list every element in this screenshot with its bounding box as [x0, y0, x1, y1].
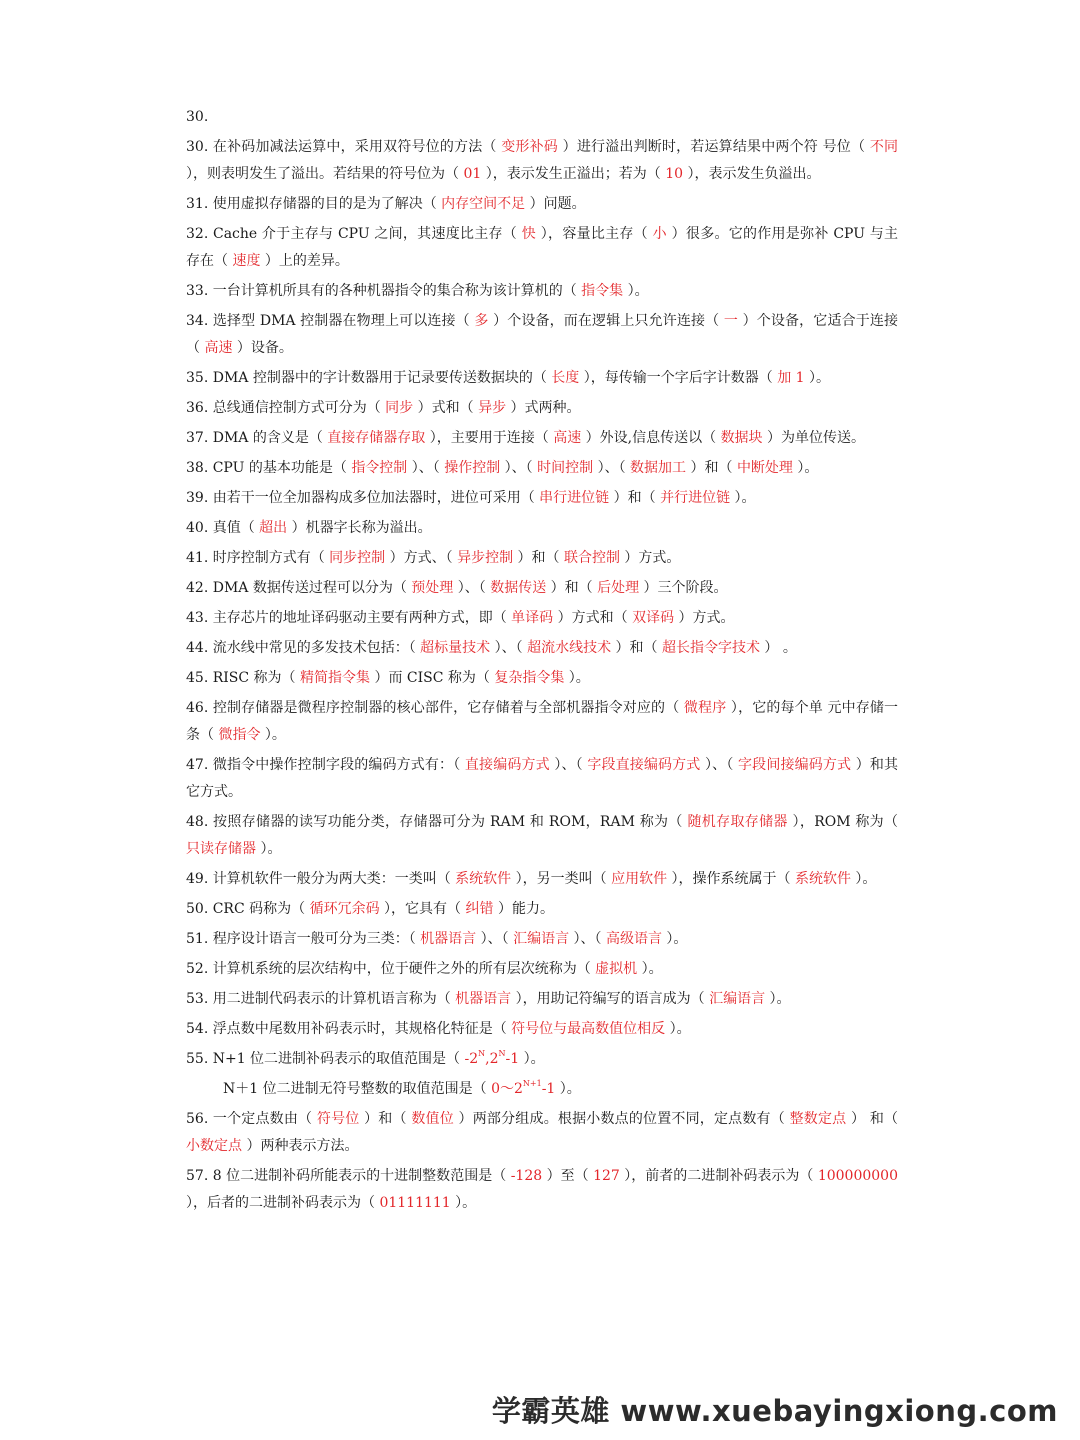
question-text: 37. DMA 的含义是（ [186, 430, 328, 446]
question-text: ），操作系统属于（ [667, 871, 795, 887]
answer-text: 小数定点 [186, 1138, 242, 1154]
question-text: ）至（ [542, 1168, 594, 1184]
question-q56 [186, 1106, 898, 1160]
question-text: ） 和（ [846, 1111, 899, 1127]
answer-text: 内存空间不足 [441, 196, 526, 212]
question-text: 44. 流水线中常见的多发技术包括：（ [186, 640, 421, 656]
question-text: ），前者的二进制补码表示为（ [619, 1168, 818, 1184]
answer-text: 联合控制 [563, 550, 620, 566]
answer-text: 高级语言 [605, 931, 662, 947]
question-text: ），用助记符编写的语言成为（ [511, 991, 710, 1007]
answer-text: 快 [521, 226, 537, 242]
question-text: ）。 [792, 460, 819, 476]
question-q35 [186, 365, 898, 392]
question-text: 31. 使用虚拟存储器的目的是为了解决（ [186, 196, 442, 212]
answer-text: N [498, 1049, 506, 1059]
question-text: ）。 [564, 670, 590, 686]
answer-text: 小 [652, 226, 667, 242]
answer-text: 速度 [232, 253, 261, 269]
answer-text: 指令控制 [351, 460, 408, 476]
question-text: ） 。 [759, 640, 797, 656]
question-text: 54. 浮点数中尾数用补码表示时，其规格化特征是（ [186, 1021, 512, 1037]
answer-text: 微程序 [683, 700, 727, 716]
question-text: ）式两种。 [506, 400, 581, 416]
question-q34 [186, 308, 898, 362]
answer-text: 加 1 [777, 370, 805, 386]
question-text: ）。 [804, 370, 831, 386]
answer-text: 变形补码 [501, 139, 558, 155]
question-text: ）、（ [700, 757, 739, 773]
question-q54 [186, 1016, 898, 1043]
question-text: ）方式、（ [385, 550, 458, 566]
question-q55b [186, 1076, 898, 1103]
question-text: ）。 [765, 991, 791, 1007]
question-text: 32. Cache 介于主存与 CPU 之间，其速度比主存（ [186, 226, 522, 242]
question-text: ）机器字长称为溢出。 [287, 520, 432, 536]
question-text: ），表示发生正溢出；若为（ [481, 166, 666, 182]
question-text: ）。 [850, 871, 877, 887]
question-text: 57. 8 位二进制补码所能表示的十进制整数范围是（ [186, 1168, 511, 1184]
question-text: ）、（ [490, 640, 528, 656]
question-text: ），则表明发生了溢出。若结果的符号位为（ [186, 166, 464, 182]
question-q33 [186, 278, 898, 305]
answer-text: 直接编码方式 [464, 757, 550, 773]
question-text: 49. 计算机软件一般分为两大类：一类叫（ [186, 871, 456, 887]
answer-text: 01111111 [379, 1195, 451, 1211]
question-text: ）。 [256, 841, 282, 857]
question-text: ）、（ [500, 460, 538, 476]
question-header [186, 104, 898, 131]
answer-text: 一 [723, 313, 739, 329]
question-text: ）、（ [407, 460, 445, 476]
answer-text: 字段直接编码方式 [587, 757, 701, 773]
question-text: ）、（ [593, 460, 631, 476]
answer-text: 同步控制 [329, 550, 386, 566]
question-text: ）设备。 [232, 340, 293, 356]
question-q50 [186, 896, 898, 923]
answer-text: 精简指令集 [300, 670, 370, 686]
question-text: 41. 时序控制方式有（ [186, 550, 330, 566]
question-text: ）外设,信息传送以（ [581, 430, 721, 446]
question-text: ），表示发生负溢出。 [683, 166, 821, 182]
question-text: ）而 CISC 称为（ [370, 670, 495, 686]
question-text: N＋1 位二进制无符号整数的取值范围是（ [223, 1081, 492, 1097]
question-q30 [186, 134, 898, 188]
question-text: ）、（ [549, 757, 588, 773]
answer-text: 汇编语言 [709, 991, 766, 1007]
question-text: ）和其它方式。 [186, 757, 899, 800]
answer-text: 0～2 [491, 1081, 523, 1097]
answer-text: 双译码 [632, 610, 675, 626]
answer-text: 操作控制 [444, 460, 501, 476]
answer-text: 10 [665, 166, 684, 182]
question-text: ）、（ [569, 931, 606, 947]
answer-text: 数据块 [720, 430, 763, 446]
answer-text: 微指令 [218, 727, 261, 743]
question-text: ）。 [519, 1051, 545, 1067]
answer-text: 机器语言 [420, 931, 477, 947]
question-text: ）个设备，而在逻辑上只允许连接（ [488, 313, 724, 329]
answer-text: 超出 [259, 520, 288, 536]
question-q37 [186, 425, 898, 452]
answer-text: 同步 [385, 400, 414, 416]
question-text: ）进行溢出判断时，若运算结果中两个符 号位（ [558, 139, 870, 155]
answer-text: 机器语言 [455, 991, 512, 1007]
answer-text: 01 [463, 166, 482, 182]
question-text: ）两部分组成。根据小数点的位置不同，定点数有（ [453, 1111, 790, 1127]
question-q36 [186, 395, 898, 422]
question-text: ），每传输一个字后字计数器（ [579, 370, 778, 386]
answer-text: 单译码 [511, 610, 554, 626]
question-text: ）两种表示方法。 [242, 1138, 359, 1154]
answer-text: 异步控制 [457, 550, 514, 566]
question-text: ）。 [555, 1081, 581, 1097]
answer-text: 符号位 [316, 1111, 360, 1127]
question-text: ），它具有（ [379, 901, 466, 917]
answer-text: -128 [510, 1168, 543, 1184]
question-text: ）方式和（ [553, 610, 633, 626]
question-text: 47. 微指令中操作控制字段的编码方式有：（ [186, 757, 465, 773]
question-text: 55. N+1 位二进制补码表示的取值范围是（ [186, 1051, 465, 1067]
question-q31 [186, 191, 898, 218]
question-text: ），ROM 称为（ [787, 814, 898, 830]
question-text: ）方式。 [619, 550, 681, 566]
question-text: 39. 由若干一位全加器构成多位加法器时，进位可采用（ [186, 490, 540, 506]
answer-text: 纠错 [465, 901, 494, 917]
question-text: ）和（ [546, 580, 598, 596]
answer-text: 汇编语言 [513, 931, 570, 947]
question-text: 51. 程序设计语言一般可分为三类：（ [186, 931, 421, 947]
answer-text: 后处理 [597, 580, 640, 596]
question-q55 [186, 1046, 898, 1073]
question-q48 [186, 809, 898, 863]
question-text: ），容量比主存（ [536, 226, 653, 242]
question-text: 45. RISC 称为（ [186, 670, 300, 686]
answer-text: 100000000 [817, 1168, 898, 1184]
answer-text: 预处理 [411, 580, 454, 596]
answer-text: 异步 [478, 400, 507, 416]
answer-text: 随机存取存储器 [687, 814, 788, 830]
question-q38 [186, 455, 898, 482]
question-text: ）能力。 [493, 901, 554, 917]
question-text: ），后者的二进制补码表示为（ [186, 1195, 380, 1211]
answer-text: 时间控制 [537, 460, 594, 476]
question-text: ）、（ [476, 931, 514, 947]
question-text: 52. 计算机系统的层次结构中，位于硬件之外的所有层次统称为（ [186, 961, 596, 977]
question-q41 [186, 545, 898, 572]
question-text: 35. DMA 控制器中的字计数器用于记录要传送数据块的（ [186, 370, 552, 386]
question-q43 [186, 605, 898, 632]
question-text: ）个设备，它适合于连接（ [186, 313, 898, 356]
answer-text: 直接存储器存取 [327, 430, 426, 446]
answer-text: 多 [474, 313, 489, 329]
question-text: ）和（ [609, 490, 661, 506]
answer-text: 超流水线技术 [527, 640, 612, 656]
question-text: 36. 总线通信控制方式可分为（ [186, 400, 386, 416]
answer-text: 高速 [553, 430, 582, 446]
question-q49 [186, 866, 898, 893]
question-q46 [186, 695, 898, 749]
question-q32 [186, 221, 898, 275]
answer-text: 符号位与最高数值位相反 [511, 1021, 666, 1037]
question-text: ）三个阶段。 [639, 580, 728, 596]
question-text: 43. 主存芯片的地址译码驱动主要有两种方式，即（ [186, 610, 512, 626]
question-text: ）。 [450, 1195, 477, 1211]
question-q53 [186, 986, 898, 1013]
answer-text: 中断处理 [736, 460, 793, 476]
question-text: 48. 按照存储器的读写功能分类，存储器可分为 RAM 和 ROM，RAM 称为（ [186, 814, 688, 830]
answer-text: ,2 [485, 1051, 499, 1067]
question-text: 30. 在补码加减法运算中，采用双符号位的方法（ [186, 139, 502, 155]
question-text: ）。 [661, 931, 688, 947]
answer-text: 127 [593, 1168, 620, 1184]
question-text: 33. 一台计算机所具有的各种机器指令的集合称为该计算机的（ [186, 283, 582, 299]
question-text: 50. CRC 码称为（ [186, 901, 310, 917]
question-text: ）为单位传送。 [762, 430, 866, 446]
answer-text: 长度 [551, 370, 580, 386]
answer-text: -1 [541, 1081, 556, 1097]
question-text: ），另一类叫（ [511, 871, 612, 887]
answer-text: N [478, 1049, 486, 1059]
question-q40 [186, 515, 898, 542]
answer-text: 超标量技术 [420, 640, 491, 656]
question-q39 [186, 485, 898, 512]
question-text: 46. 控制存储器是微程序控制器的核心部件，它存储着与全部机器指令对应的（ [186, 700, 684, 716]
question-text: 38. CPU 的基本功能是（ [186, 460, 352, 476]
answer-text: 系统软件 [794, 871, 851, 887]
answer-text: 串行进位链 [539, 490, 610, 506]
question-text: ）。 [260, 727, 286, 743]
question-text: ）和（ [686, 460, 737, 476]
answer-text: 数值位 [411, 1111, 454, 1127]
question-text: ）上的差异。 [260, 253, 349, 269]
question-text: 30. [186, 109, 209, 125]
answer-text: 应用软件 [611, 871, 668, 887]
question-text: ）。 [665, 1021, 691, 1037]
question-q45 [186, 665, 898, 692]
question-text: ）问题。 [525, 196, 586, 212]
question-text: ）式和（ [413, 400, 479, 416]
answer-text: 指令集 [581, 283, 624, 299]
question-text: ）方式。 [674, 610, 735, 626]
answer-text: 虚拟机 [595, 961, 638, 977]
question-text: ）很多。它的作用是弥补 CPU 与主存在（ [186, 226, 899, 269]
question-q51 [186, 926, 898, 953]
question-text: ）和（ [359, 1111, 412, 1127]
answer-text: 数据传送 [490, 580, 547, 596]
question-text: 53. 用二进制代码表示的计算机语言称为（ [186, 991, 456, 1007]
answer-text: 系统软件 [455, 871, 512, 887]
answer-text: 循环冗余码 [309, 901, 380, 917]
question-text: 40. 真值（ [186, 520, 260, 536]
question-q42 [186, 575, 898, 602]
answer-text: 数据加工 [630, 460, 687, 476]
question-q47 [186, 752, 898, 806]
question-text: 56. 一个定点数由（ [186, 1111, 317, 1127]
answer-text: 高速 [204, 340, 233, 356]
answer-text: 不同 [869, 139, 898, 155]
document-page [186, 104, 898, 1217]
question-q44 [186, 635, 898, 662]
answer-text: 字段间接编码方式 [738, 757, 852, 773]
answer-text: -2 [464, 1051, 479, 1067]
question-q52 [186, 956, 898, 983]
answer-text: 复杂指令集 [494, 670, 565, 686]
question-text: ）和（ [513, 550, 564, 566]
answer-text: 整数定点 [789, 1111, 847, 1127]
answer-text: N+1 [522, 1079, 542, 1089]
question-text: ）。 [637, 961, 663, 977]
question-text: 34. 选择型 DMA 控制器在物理上可以连接（ [186, 313, 475, 329]
answer-text: 超长指令字技术 [661, 640, 760, 656]
site-watermark: 学霸英雄 www.xuebayingxiong.com [491, 1394, 1058, 1428]
answer-text: 只读存储器 [186, 841, 256, 857]
question-text: ），主要用于连接（ [425, 430, 554, 446]
question-text: ），它的每个单 元中存储一条（ [186, 700, 899, 743]
question-text: ）。 [623, 283, 649, 299]
question-text: ）、（ [453, 580, 491, 596]
question-text: 42. DMA 数据传送过程可以分为（ [186, 580, 412, 596]
answer-text: -1 [505, 1051, 520, 1067]
question-text: ）和（ [611, 640, 662, 656]
question-text: ）。 [730, 490, 756, 506]
question-q57 [186, 1163, 898, 1217]
answer-text: 并行进位链 [660, 490, 731, 506]
